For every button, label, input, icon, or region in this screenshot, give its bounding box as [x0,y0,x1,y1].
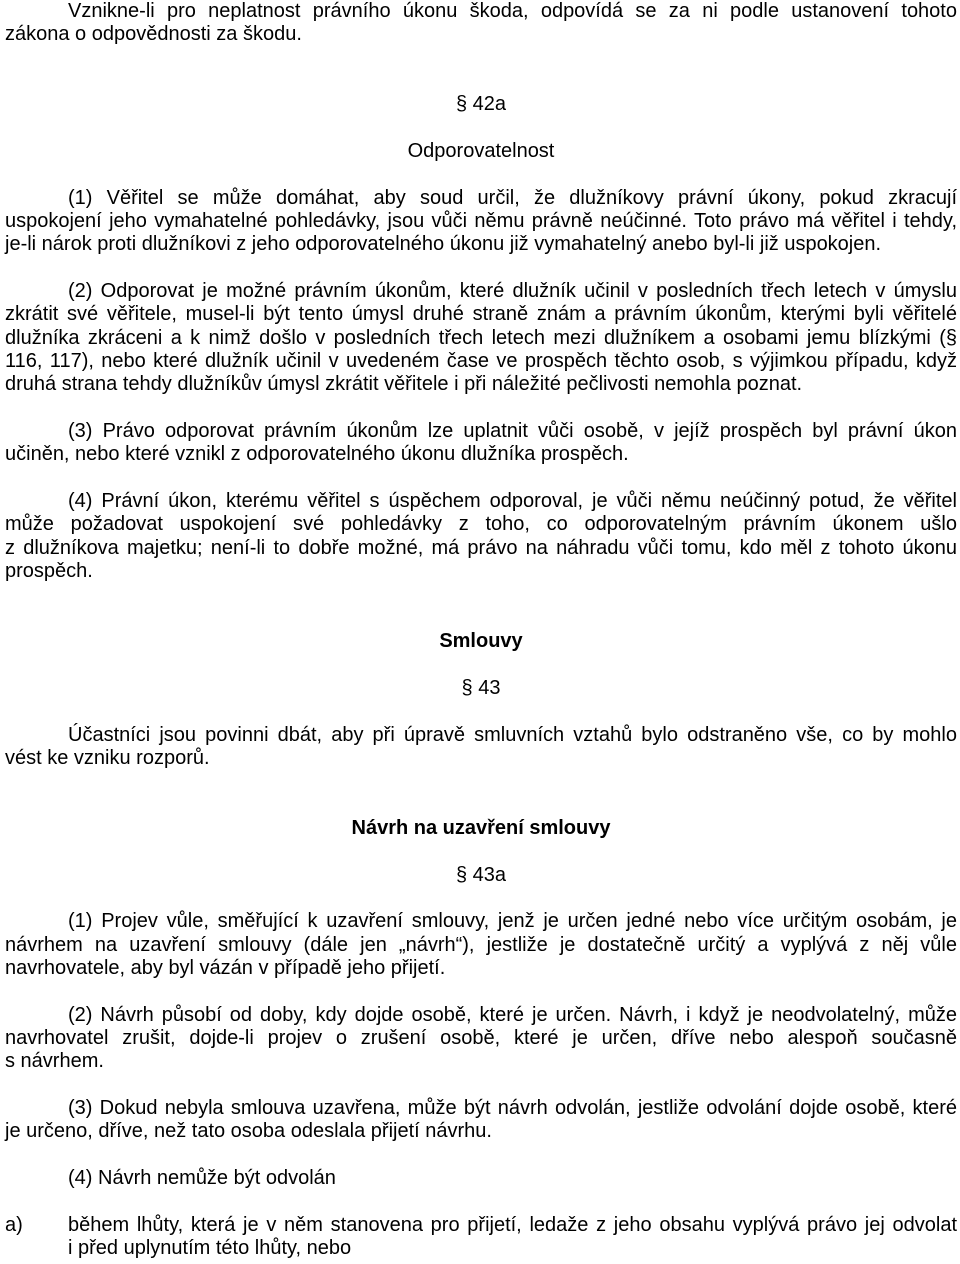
text-line: 116, 117), nebo které dlužník učinil v uvedeném čase ve prospěch těchto osob, s výjimkou případu, když [5,350,957,373]
paragraph-42a-4 [5,490,957,583]
part-heading-smlouvy: Smlouvy [439,630,523,653]
text-line: Účastníci jsou povinni dbát, aby při úpravě smluvních vztahů bylo odstraněno vše, co by mohlo [68,723,957,746]
text-line: (3) Dokud nebyla smlouva uzavřena, může být návrh odvolán, jestliže odvolání dojde osobě, které [68,1096,957,1119]
text-line: během lhůty, která je v něm stanovena pro přijetí, ledaže z jeho obsahu vyplývá právo jej odvolat [68,1213,957,1236]
paragraph-43a-4 [5,1167,957,1190]
section-title-odporovatelnost: Odporovatelnost [407,140,555,163]
section-number-42a: § 42a [455,93,507,116]
text-line: Vznikne-li pro neplatnost právního úkonu škoda, odpovídá se za ni podle ustanovení tohoto [68,0,957,22]
text-line: (4) Návrh nemůže být odvolán [68,1166,336,1189]
section-number-43a: § 43a [455,863,507,886]
text-line: navrhovatele, aby byl vázán v případě jeho přijetí. [5,956,446,979]
text-line: vést ke vzniku rozporů. [5,746,210,769]
text-line: (4) Právní úkon, kterému věřitel s úspěchem odporoval, je vůči němu neúčinný potud, že věřitel [68,490,957,513]
list-item [5,1214,957,1261]
text-line: učiněn, nebo které vznikl z odporovatelného úkonu dlužníka prospěch. [5,443,629,466]
text-line: i před uplynutím této lhůty, nebo [68,1236,352,1259]
text-line: je-li nárok proti dlužníkovi z jeho odporovatelného úkonu již vymahatelný anebo byl-li již uspokojen. [5,233,882,256]
text-line: druhá strana tehdy dlužníkův úmysl zkrátit věřitele i při náležité pečlivosti nemohla poznat. [5,373,803,396]
paragraph-42a-2 [5,280,957,397]
text-line: zkrátit své věřitele, musel-li být tento úmysl druhé straně znám a právním úkonům, kterými byli věřitelé [5,303,957,326]
paragraph-43-1 [5,724,957,771]
text-line: navrhovatel zrušit, dojde-li projev o zrušení osobě, které je určen, dříve nebo alespoň současně [5,1026,957,1049]
paragraph-42a-3 [5,420,957,467]
section-number-43: § 43 [461,676,501,699]
intro-paragraph [5,0,957,47]
text-line: dlužníka zkráceni a k nimž došlo v posledních třech letech mezi dlužníkem a osobami jemu blízkými (§ [5,326,957,349]
text-line: (1) Projev vůle, směřující k uzavření smlouvy, jenž je určen jedné nebo více určitým osobám, je [68,910,957,933]
text-line: (2) Odporovat je možné právním úkonům, které dlužník učinil v posledních třech letech v úmyslu [68,280,957,303]
text-line: (3) Právo odporovat právním úkonům lze uplatnit vůči osobě, v jejíž prospěch byl právní úkon [68,420,957,443]
list-item-text [68,1214,957,1261]
paragraph-43a-3 [5,1097,957,1144]
text-line: může požadovat uspokojení své pohledávky z toho, co odporovatelným právním úkonem ušlo [5,513,957,536]
text-line: (2) Návrh působí od doby, kdy dojde osobě, které je určen. Návrh, i když je neodvolatelný, může [68,1003,957,1026]
list-item-label: a) [5,1213,23,1236]
text-line: zákona o odpovědnosti za škodu. [5,23,302,46]
text-line: prospěch. [5,560,93,583]
text-line: (1) Věřitel se může domáhat, aby soud určil, že dlužníkovy právní úkony, pokud zkracují [68,186,957,209]
text-line: je určeno, dříve, než tato osoba odeslala přijetí návrhu. [5,1120,492,1143]
part-heading-navrh: Návrh na uzavření smlouvy [351,816,611,839]
text-line: návrhem na uzavření smlouvy (dále jen „návrh“), jestliže je dostatečně určitý a vyplývá z něj vůle [5,933,957,956]
paragraph-43a-2 [5,1004,957,1074]
paragraph-43a-1 [5,910,957,980]
text-line: uspokojení jeho vymahatelné pohledávky, jsou vůči němu právně neúčinné. Toto právo má věřitel i tehdy, [5,210,957,233]
paragraph-42a-1 [5,187,957,257]
text-line: z dlužníkova majetku; není-li to dobře možné, má právo na náhradu vůči tomu, kdo měl z tohoto úkonu [5,536,957,559]
text-line: s návrhem. [5,1050,104,1073]
